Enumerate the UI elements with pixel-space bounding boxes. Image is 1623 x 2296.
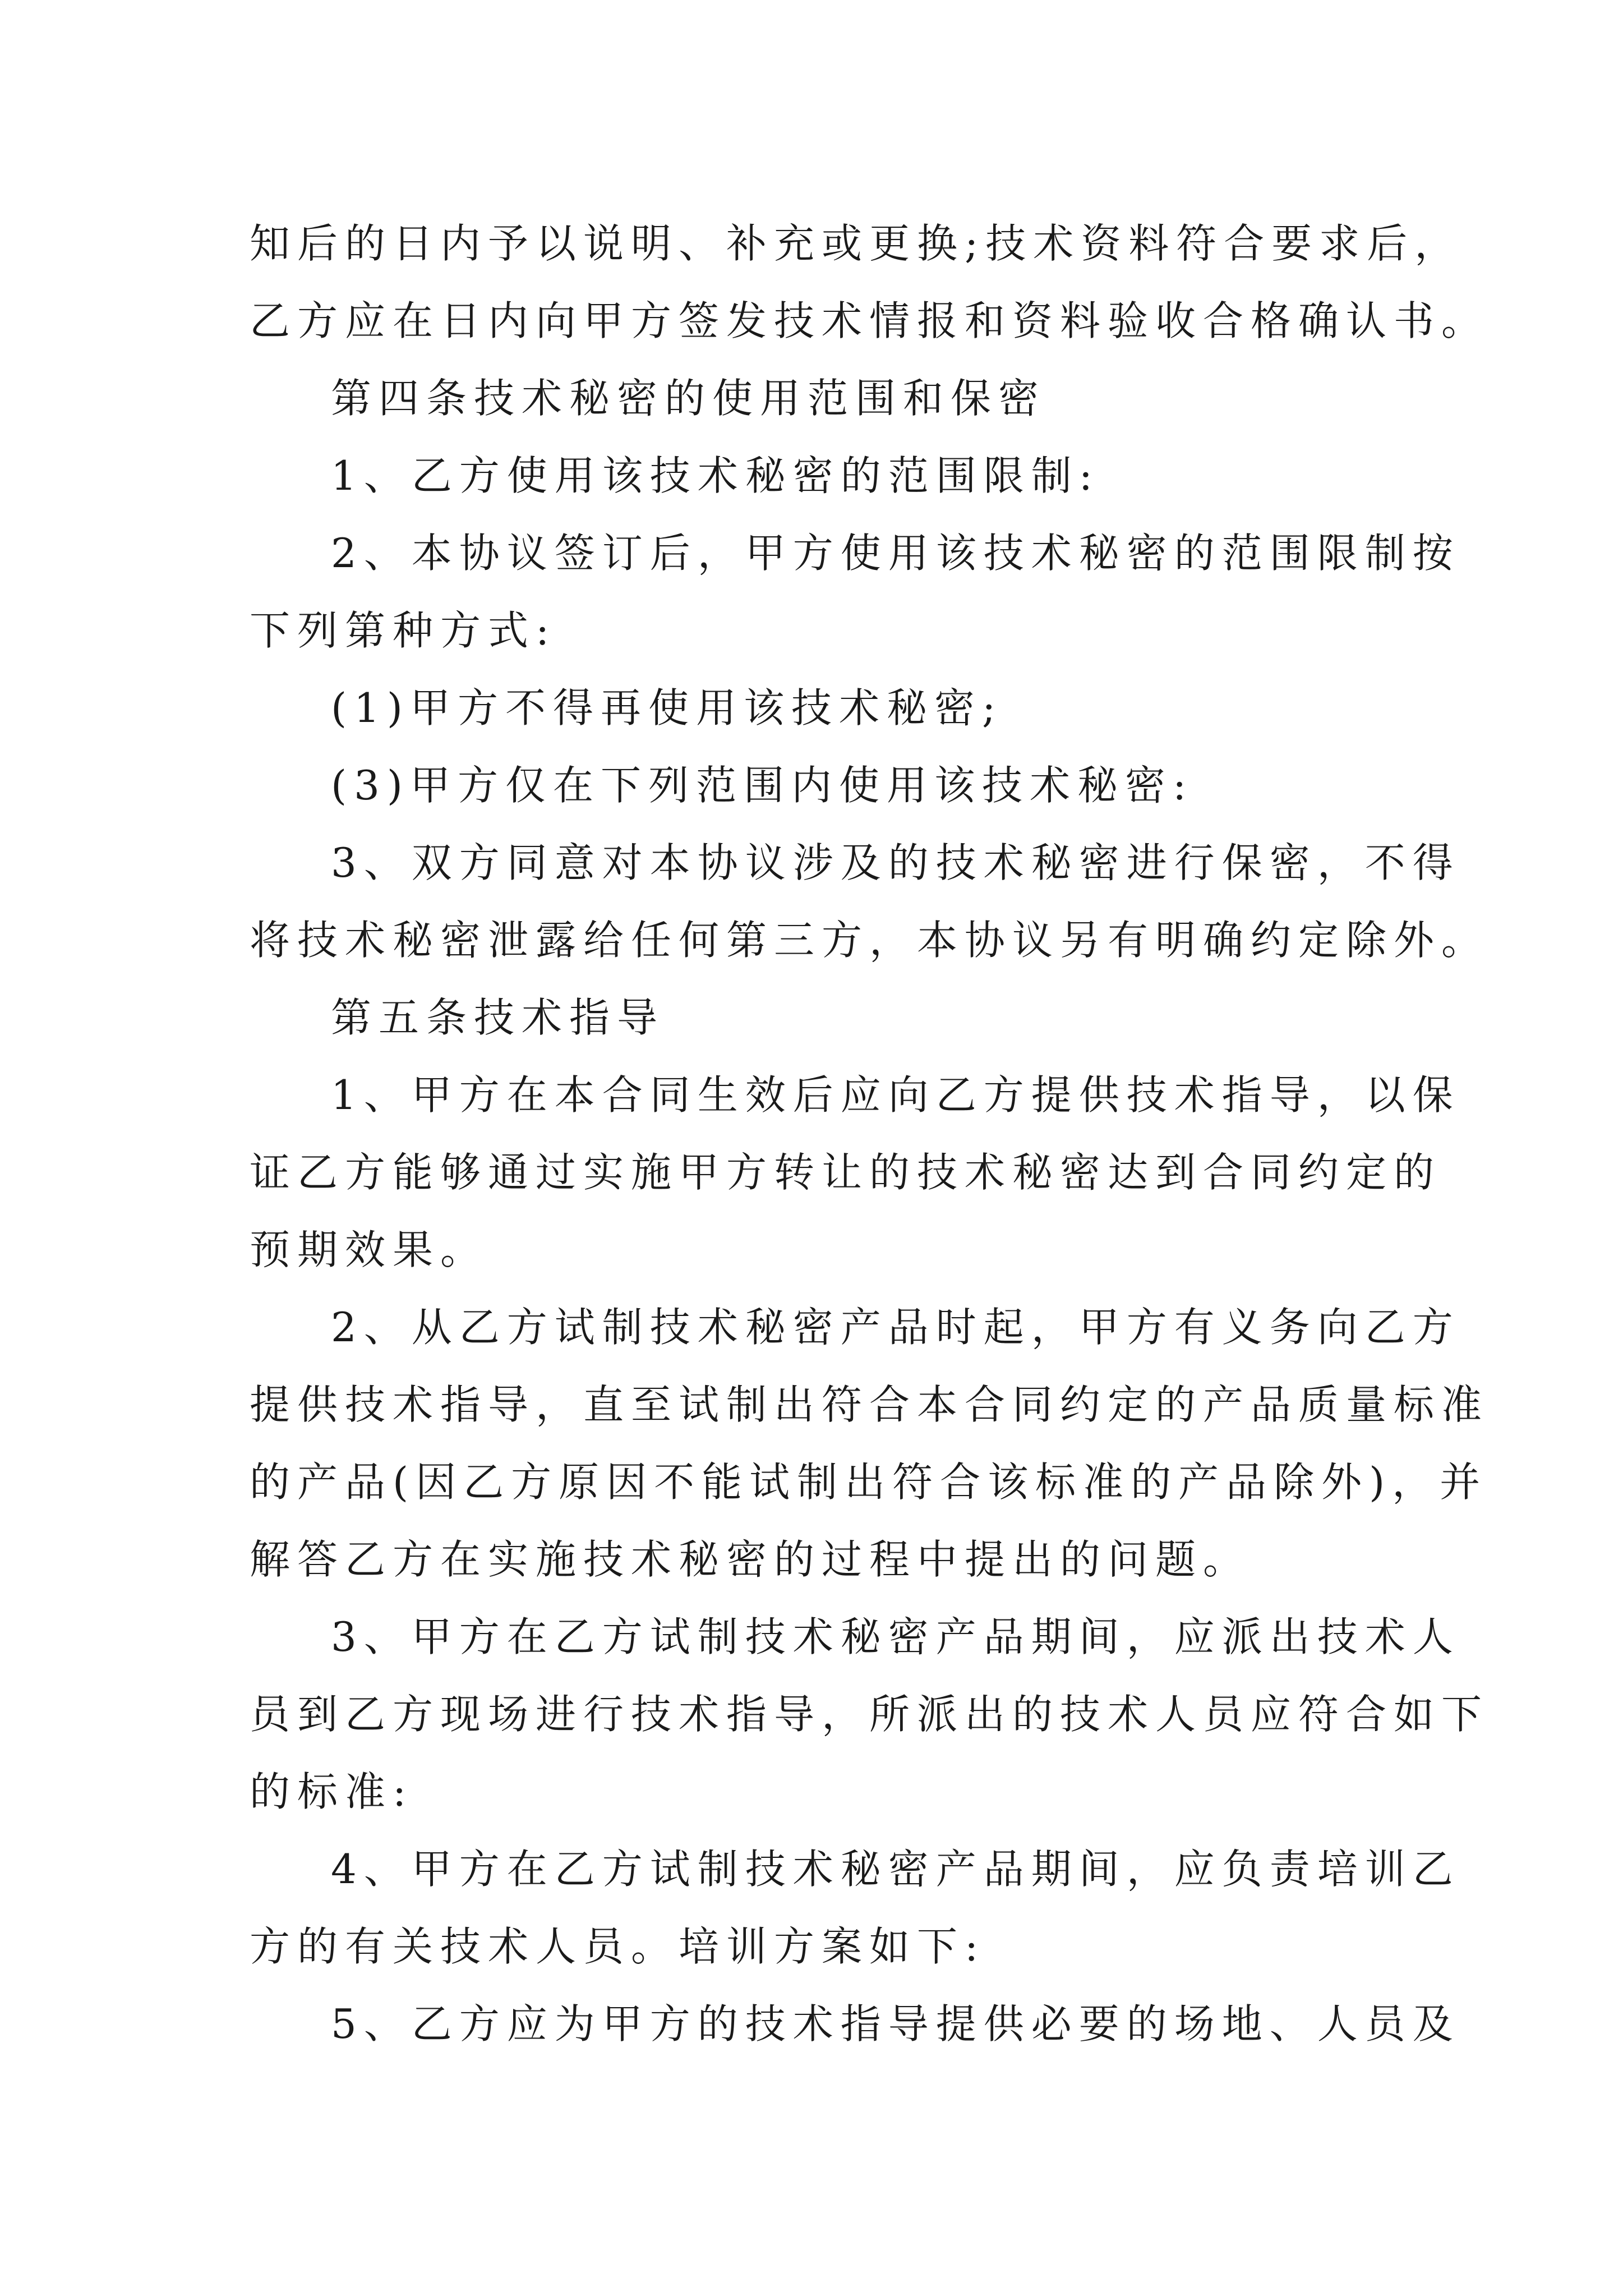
text-line-21: 的标准:	[250, 1768, 414, 1815]
text-line-17: 的产品(因乙方原因不能试制出符合该标准的产品除外)，并	[250, 1458, 1488, 1506]
text-line-1: 知后的日内予以说明、补充或更换;技术资料符合要求后，	[250, 220, 1463, 267]
text-line-9: 3、双方同意对本协议涉及的技术秘密进行保密，不得	[331, 839, 1460, 886]
text-line-23: 方的有关技术人员。培训方案如下:	[250, 1923, 986, 1970]
text-line-22: 4、甲方在乙方试制技术秘密产品期间，应负责培训乙	[331, 1846, 1460, 1893]
text-line-2: 乙方应在日内向甲方签发技术情报和资料验收合格确认书。	[250, 297, 1490, 344]
text-line-10: 将技术秘密泄露给任何第三方，本协议另有明确约定除外。	[250, 917, 1490, 964]
text-line-8: (3)甲方仅在下列范围内使用该技术秘密:	[331, 762, 1194, 809]
text-line-16: 提供技术指导，直至试制出符合本合同约定的产品质量标准	[250, 1381, 1490, 1428]
text-line-13: 证乙方能够通过实施甲方转让的技术秘密达到合同约定的	[250, 1149, 1442, 1196]
text-line-20: 员到乙方现场进行技术指导，所派出的技术人员应符合如下	[250, 1691, 1490, 1738]
text-line-19: 3、甲方在乙方试制技术秘密产品期间，应派出技术人	[331, 1613, 1460, 1660]
section-heading-4: 第四条技术秘密的使用范围和保密	[331, 375, 1046, 422]
text-line-15: 2、从乙方试制技术秘密产品时起，甲方有义务向乙方	[331, 1304, 1460, 1351]
text-line-6: 下列第种方式:	[250, 607, 557, 654]
text-line-5: 2、本协议签订后，甲方使用该技术秘密的范围限制按	[331, 530, 1460, 577]
section-heading-5: 第五条技术指导	[331, 994, 665, 1041]
text-line-14: 预期效果。	[250, 1226, 488, 1273]
text-line-18: 解答乙方在实施技术秘密的过程中提出的问题。	[250, 1536, 1251, 1583]
text-line-12: 1、甲方在本合同生效后应向乙方提供技术指导，以保	[331, 1071, 1460, 1119]
text-line-24: 5、乙方应为甲方的技术指导提供必要的场地、人员及	[331, 2000, 1460, 2047]
text-line-7: (1)甲方不得再使用该技术秘密;	[331, 684, 1003, 731]
text-line-4: 1、乙方使用该技术秘密的范围限制:	[331, 452, 1100, 499]
